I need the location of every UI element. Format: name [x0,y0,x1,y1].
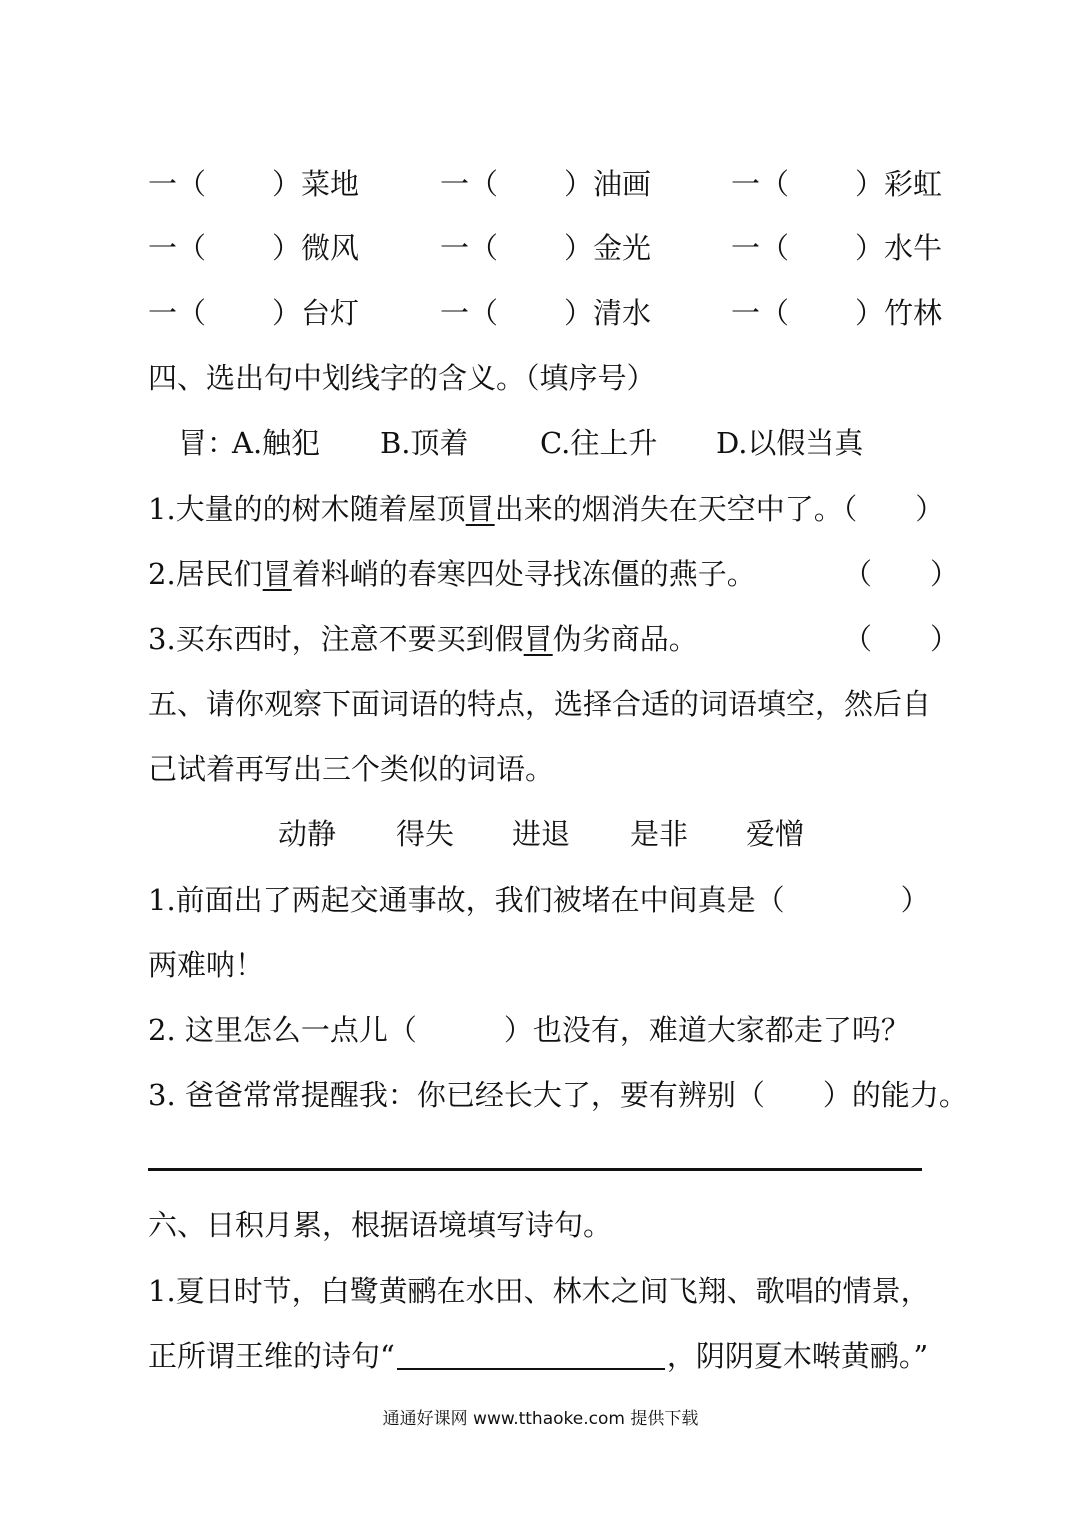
char-label: 冒： [178,426,237,460]
underlined-char: 冒 [523,622,553,656]
section-5-q1-line-2: 两难呐！ [148,948,265,982]
divider-line [148,1168,922,1171]
section-4-title: 四、选出句中划线字的含义。（填序号） [148,361,656,395]
underlined-char: 冒 [262,557,292,591]
section-5-q2: 2. 这里怎么一点儿（ ）也没有，难道大家都走了吗？ [148,1013,910,1047]
word-bank-item: 爱憎 [746,817,805,851]
measure-word-blank: 一（ ）微风 [148,231,360,265]
section-6-q1-line-2: 正所谓王维的诗句“ ，阴阴夏木啭黄鹂。” [148,1339,929,1373]
measure-word-blank: 一（ ）金光 [440,231,652,265]
poem-fill-blank[interactable] [397,1340,665,1370]
measure-word-blank: 一（ ）油画 [440,167,652,201]
underlined-char: 冒 [465,492,495,526]
option-a: A.触犯 [232,426,321,460]
section-5-q3: 3. 爸爸常常提醒我：你已经长大了，要有辨别（ ）的能力。 [148,1078,968,1112]
answer-paren: （ ） [843,622,960,656]
section-4-item-3: 3.买东西时，注意不要买到假冒伪劣商品。 （ ） [148,617,698,658]
measure-word-blank: 一（ ）彩虹 [731,167,943,201]
answer-paren: （ ） [843,557,960,591]
section-6-q1-line-1: 1.夏日时节，白鹭黄鹂在水田、林木之间飞翔、歌唱的情景， [148,1274,930,1308]
section-4-item-1: 1.大量的的树木随着屋顶冒出来的烟消失在天空中了。（ ） [148,492,945,526]
measure-word-blank: 一（ ）台灯 [148,296,360,330]
answer-paren: （ ） [842,492,945,526]
word-bank-item: 进退 [512,817,571,851]
footer-credit: 通通好课网 www.tthaoke.com 提供下载 [382,1409,699,1429]
section-4-item-2: 2.居民们冒着料峭的春寒四处寻找冻僵的燕子。 （ ） [148,552,756,593]
option-c: C.往上升 [540,426,658,460]
word-bank-item: 动静 [278,817,337,851]
section-6-title: 六、日积月累，根据语境填写诗句。 [148,1208,613,1242]
word-bank-item: 是非 [630,817,689,851]
section-5-title-line-1: 五、请你观察下面词语的特点，选择合适的词语填空，然后自 [148,687,932,721]
measure-word-blank: 一（ ）水牛 [731,231,943,265]
measure-word-blank: 一（ ）清水 [440,296,652,330]
section-5-q1-line-1: 1.前面出了两起交通事故，我们被堵在中间真是（ ） [148,883,930,917]
option-b: B.顶着 [380,426,469,460]
section-5-title-line-2: 己试着再写出三个类似的词语。 [148,752,555,786]
option-d: D.以假当真 [716,426,864,460]
measure-word-blank: 一（ ）菜地 [148,167,360,201]
measure-word-blank: 一（ ）竹林 [731,296,943,330]
word-bank-item: 得失 [396,817,455,851]
